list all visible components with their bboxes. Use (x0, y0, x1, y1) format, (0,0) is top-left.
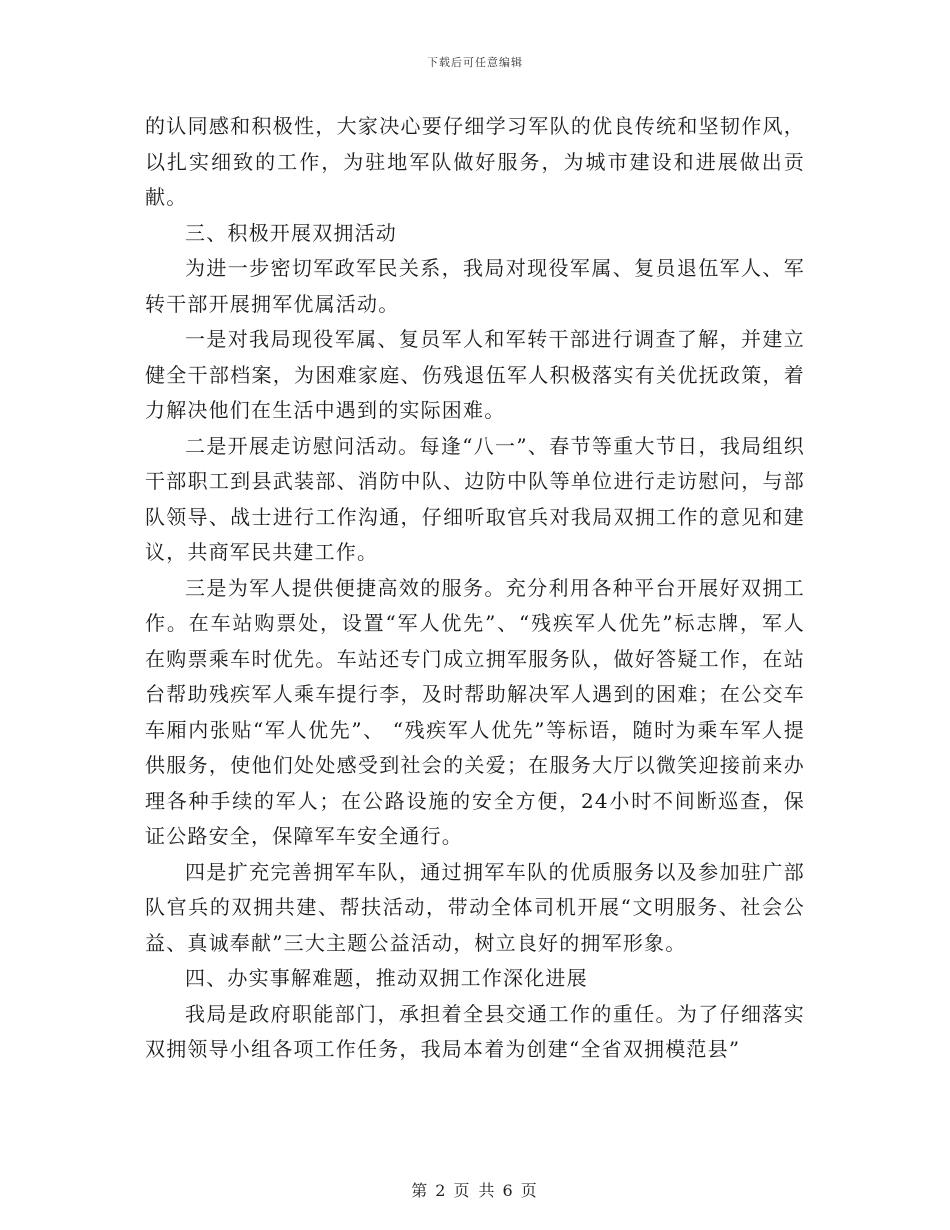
current-page-number: 2 (435, 1181, 448, 1200)
section-heading: 三、积极开展双拥活动 (185, 220, 397, 245)
paragraph: 四是扩充完善拥军车队，通过拥军车队的优质服务以及参加驻广部队官兵的双拥共建、帮扶活动，带动全体司机开展“文明服务、社会公益、真诚奉献”三大主题公益活动，树立良好的拥军形象。 (145, 859, 805, 955)
paragraph: 二是开展走访慰问活动。每逢“八一”、春节等重大节日，我局组织干部职工到县武装部、消防中队、边防中队等单位进行走访慰问，与部队领导、战士进行工作沟通，仔细听取官兵对我局双拥工作的意见和建议，共商军民共建工作。 (145, 433, 805, 564)
paragraph: 三是为军人提供便捷高效的服务。充分利用各种平台开展好双拥工作。在车站购票处，设置“军人优先”、“残疾军人优先”标志牌，军人在购票乘车时优先。车站还专门成立拥军服务队，做好答疑工作，在站台帮助残疾军人乘车提行李，及时帮助解决军人遇到的困难；在公交车车厢内张贴“军人优先”、 “残疾军人优先”等标语，随时为乘车军人提供服务，使他们处处感受到社会的关爱；在服务大厅以微笑迎接前来办理各种手续的军人；在公路设施的安全方便，24小时不间断巡查，保证公路安全，保障军车安全通行。 (145, 575, 805, 848)
footer-middle: 页 共 (453, 1181, 497, 1200)
footer-prefix: 第 (411, 1181, 430, 1200)
paragraph: 为进一步密切军政军民关系，我局对现役军属、复员退伍军人、军转干部开展拥军优属活动。 (145, 256, 805, 316)
footer-suffix: 页 (520, 1181, 539, 1200)
paragraph: 一是对我局现役军属、复员军人和军转干部进行调查了解，并建立健全干部档案，为困难家庭、伤残退伍军人积极落实有关优抚政策，着力解决他们在生活中遇到的实际困难。 (145, 327, 805, 422)
section-heading: 四、办实事解难题，推动双拥工作深化进展 (185, 966, 588, 990)
page-header: 下载后可任意编辑 (427, 56, 523, 69)
page-footer (0, 1178, 950, 1201)
total-pages-number: 6 (502, 1181, 515, 1200)
paragraph: 我局是政府职能部门，承担着全县交通工作的重任。为了仔细落实双拥领导小组各项工作任务，我局本着为创建“全省双拥模范县” (145, 1001, 805, 1061)
paragraph: 的认同感和积极性，大家决心要仔细学习军队的优良传统和坚韧作风，以扎实细致的工作，为驻地军队做好服务，为城市建设和进展做出贡献。 (145, 114, 805, 209)
document-body (145, 109, 805, 1068)
